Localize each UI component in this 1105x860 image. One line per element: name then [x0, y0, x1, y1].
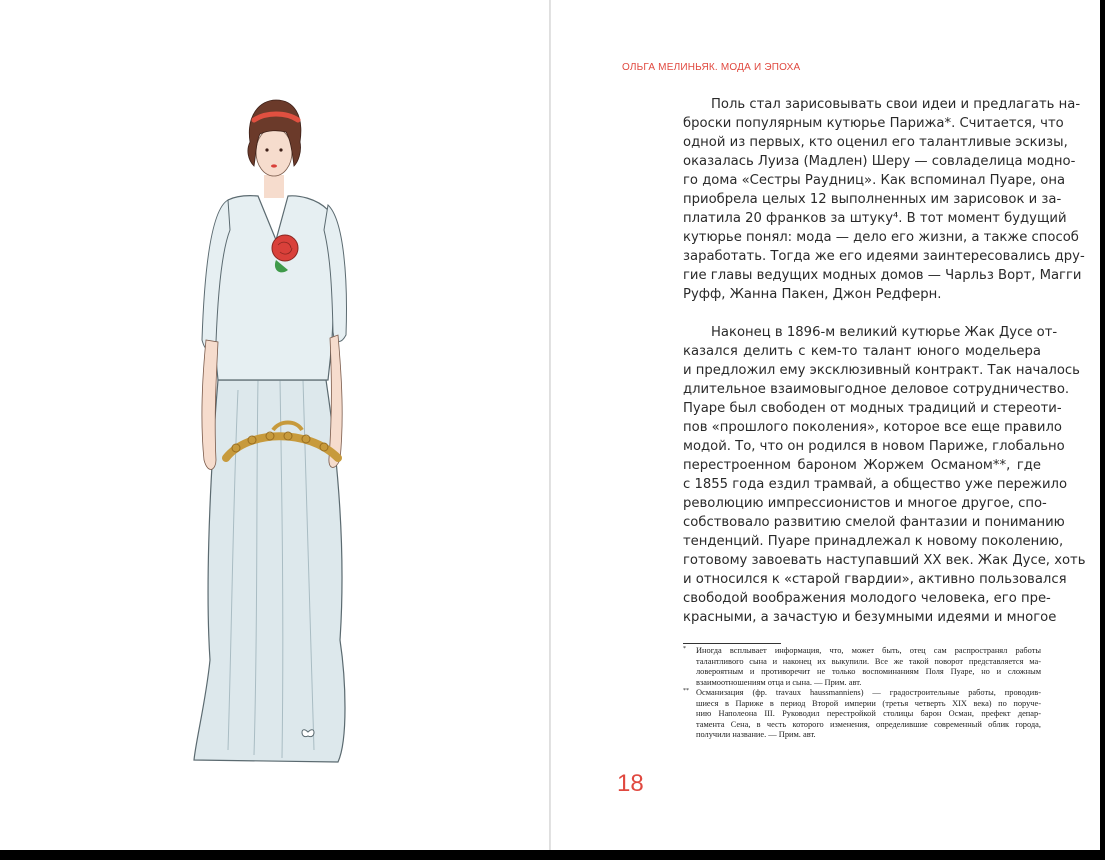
footnotes — [683, 646, 1041, 741]
text-line: го дома «Сестры Раудниц». Как вспоминал Пуаре, она — [683, 173, 1066, 188]
footnote-line: Иногда всплывает информация, что, может быть, отец сам распространял работы — [696, 646, 1041, 655]
text-line: длительное взаимовыгодное деловое сотрудничество. — [683, 382, 1070, 397]
text-line: одной из первых, кто оценил его талантливые эскизы, — [683, 135, 1068, 150]
text-line: красными, а зачастую и безумными идеями и многое — [683, 610, 1057, 625]
text-line: Поль стал зарисовывать свои идеи и предлагать на- — [711, 97, 1081, 112]
rose — [272, 235, 298, 261]
footnote-mark: ** — [683, 688, 689, 694]
fashion-illustration — [188, 80, 363, 770]
text-line: модой. То, что он родился в новом Париже, глобально — [683, 439, 1065, 454]
left-page — [0, 0, 550, 850]
text-line: заработать. Тогда же его идеями заинтересовались дру- — [683, 249, 1085, 264]
footnote-line: нию Наполеона III. Руководил перестройкой столицы барон Осман, префект депар- — [696, 709, 1041, 718]
dress-bodice — [213, 196, 334, 380]
text-line: Руфф, Жанна Пакен, Джон Редферн. — [683, 287, 942, 302]
text-line: кутюрье понял: мода — дело его жизни, а также способ — [683, 230, 1079, 245]
running-head: ОЛЬГА МЕЛИНЬЯК. МОДА И ЭПОХА — [622, 62, 801, 73]
face — [256, 128, 292, 176]
footnote-line: Османизация (фр. travaux haussmanniens) — градостроительные работы, проводив- — [696, 688, 1041, 697]
footnote-line: получили название. — Прим. авт. — [696, 730, 816, 739]
text-line: броски популярным кутюрье Парижа*. Считается, что — [683, 116, 1064, 131]
text-line: оказалась Луиза (Мадлен) Шеру — совладелица модно- — [683, 154, 1076, 169]
text-line: Наконец в 1896-м великий кутюрье Жак Дусе от- — [711, 325, 1058, 340]
text-line: с 1855 года ездил трамвай, а общество уже пережило — [683, 477, 1068, 492]
text-line: свободой воображения молодого человека, его пре- — [683, 591, 1051, 606]
footnote-mark: * — [683, 646, 686, 652]
paragraph-1 — [683, 95, 1085, 304]
text-line: готовому завоевать наступавший XX век. Жак Дусе, хоть — [683, 553, 1086, 568]
text-line: пов «прошлого поколения», которое все еще правило — [683, 420, 1062, 435]
text-line: казался делить с кем-то талант юного модельера — [683, 344, 1041, 359]
footnote-line: талантливого сына и наконец их выкупили. Все же такой поворот представляется ма- — [696, 656, 1041, 666]
page-number: 18 — [617, 770, 644, 797]
text-line: перестроенном бароном Жоржем Османом**, где — [683, 458, 1041, 473]
body-text — [683, 95, 1086, 627]
text-line: приобрела целых 12 выполненных им зарисовок и за- — [683, 192, 1062, 207]
text-line: и относился к «старой гвардии», активно пользовался — [683, 572, 1067, 587]
paragraph-2 — [683, 323, 1086, 627]
text-line: собствовало развитию смелой фантазии и пониманию — [683, 515, 1065, 530]
footnote-line: шиеся в Париже в период Второй империи (третья четверть XIX века) по поруче- — [696, 698, 1041, 708]
footnote-line: ловероятным и противоречит не только воспоминаниям Поля Пуаре, но и сложным — [696, 667, 1041, 676]
text-line: платила 20 франков за штуку⁴. В тот момент будущий — [683, 211, 1067, 226]
text-line: гие главы ведущих модных домов — Чарльз Ворт, Магги — [683, 268, 1082, 283]
text-line: Пуаре был свободен от модных традиций и стереоти- — [683, 401, 1062, 416]
text-line: тенденций. Пуаре принадлежал к новому поколению, — [683, 534, 1064, 549]
footnote-rule — [683, 643, 781, 644]
footnote — [683, 688, 1041, 741]
footnote — [683, 646, 1041, 688]
text-line: революцию импрессионистов и многое другое, спо- — [683, 496, 1047, 511]
footnote-line: тамента Сена, в честь которого изменения, определившие современный облик города, — [696, 719, 1041, 729]
footnote-line: взаимоотношениям отца и сына. — Прим. авт. — [696, 677, 862, 687]
text-line: и предложил ему эксклюзивный контракт. Так началось — [683, 363, 1080, 378]
